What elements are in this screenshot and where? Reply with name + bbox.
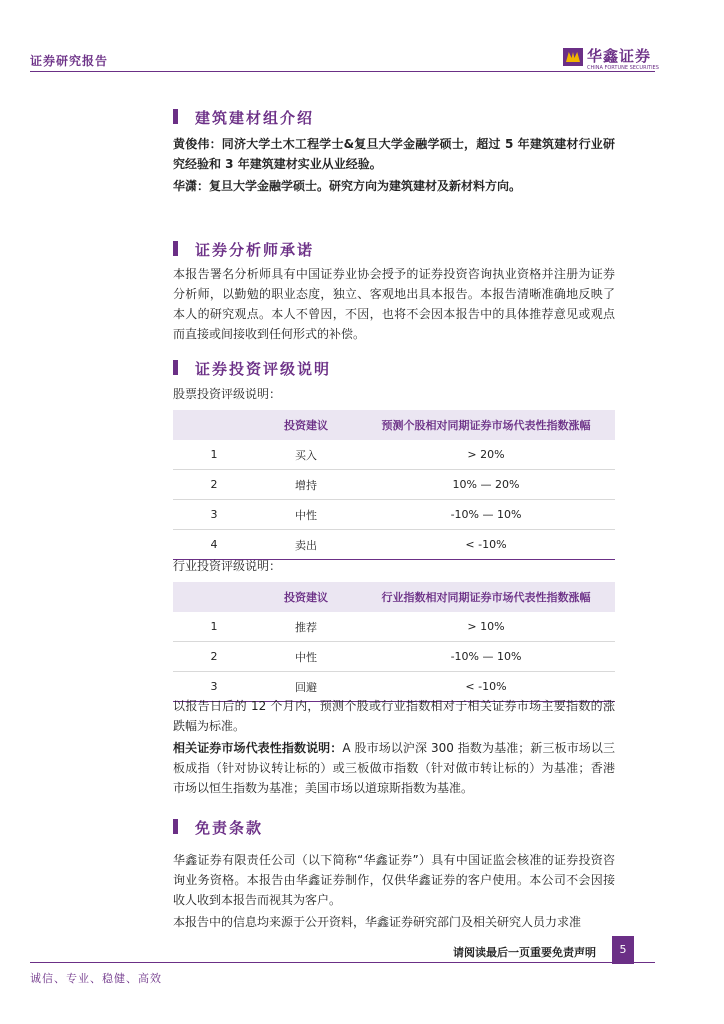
footer-divider [30, 962, 655, 963]
disclaimer-heading: 免责条款 [195, 819, 264, 837]
logo-subtext: CHINA FORTUNE SECURITIES [587, 65, 659, 71]
table-row: 1 推荐 > 10% [173, 612, 615, 642]
section-marker [173, 360, 178, 375]
commitment-text: 本报告署名分析师具有中国证券业协会授予的证券投资咨询执业资格并注册为证券分析师，以勤勉的职业态度，独立、客观地出具本报告。本报告清晰准确地反映了本人的研究观点。本人不曾因，不因，也将不会因本报告中的具体推荐意见或观点而直接或间接收到任何形式的补偿。 [173, 267, 615, 341]
disclaimer-paragraph-2: 本报告中的信息均来源于公开资料，华鑫证券研究部门及相关研究人员力求准 [173, 915, 582, 929]
logo-icon [563, 48, 583, 66]
stock-rating-label: 股票投资评级说明： [173, 387, 282, 401]
stock-rating-table [173, 410, 615, 560]
rating-note-2-label: 相关证券市场代表性指数说明： [173, 741, 343, 755]
rating-note-1: 以报告日后的 12 个月内，预测个股或行业指数相对于相关证券市场主要指数的涨跌幅为标准。 [173, 699, 615, 733]
table-row: 3 回避 < -10% [173, 672, 615, 702]
footer-disclaimer-note: 请阅读最后一页重要免责声明 [453, 946, 596, 959]
commitment-heading: 证券分析师承诺 [195, 241, 315, 259]
page-number: 5 [612, 936, 634, 964]
industry-rating-table [173, 582, 615, 702]
team-member-2: 华潇：复旦大学金融学硕士。研究方向为建筑建材及新材料方向。 [173, 179, 522, 193]
team-heading: 建筑建材组介绍 [195, 109, 315, 127]
report-type-label: 证券研究报告 [30, 54, 109, 68]
table-row: 3 中性 -10% — 10% [173, 500, 615, 530]
footer-motto: 诚信、专业、稳健、高效 [30, 972, 162, 985]
section-marker [173, 819, 178, 834]
table-header: 投资建议 [255, 582, 357, 612]
team-member-1: 黄俊伟：同济大学土木工程学士&复旦大学金融学硕士，超过 5 年建筑建材行业研究经验和 3 年建筑建材实业从业经验。 [173, 137, 615, 171]
table-row: 1 买入 > 20% [173, 440, 615, 470]
rating-note-2-text: A 股市场以沪深 300 指数为基准；新三板市场以三板成指（针对协议转让标的）或三板做市指数（针对做市转让标的）为基准；香港市场以恒生指数为基准；美国市场以道琼斯指数为基准。 [173, 741, 615, 795]
table-row: 2 增持 10% — 20% [173, 470, 615, 500]
brand-logo [563, 46, 658, 72]
rating-note-2 [173, 738, 615, 798]
logo-text: 华鑫证券 [587, 47, 652, 65]
industry-rating-label: 行业投资评级说明： [173, 559, 282, 573]
section-marker [173, 241, 178, 256]
disclaimer-paragraph-1: 华鑫证券有限责任公司（以下简称“华鑫证券”）具有中国证监会核准的证券投资咨询业务资格。本报告由华鑫证券制作，仅供华鑫证券的客户使用。本公司不会因接收人收到本报告而视其为客户。 [173, 853, 615, 907]
table-header: 投资建议 [255, 410, 357, 440]
table-header: 预测个股相对同期证券市场代表性指数涨幅 [357, 410, 615, 440]
table-row: 4 卖出 < -10% [173, 530, 615, 560]
table-row: 2 中性 -10% — 10% [173, 642, 615, 672]
table-header: 行业指数相对同期证券市场代表性指数涨幅 [357, 582, 615, 612]
header-divider [30, 71, 655, 72]
section-marker [173, 109, 178, 124]
rating-heading: 证券投资评级说明 [195, 360, 332, 378]
